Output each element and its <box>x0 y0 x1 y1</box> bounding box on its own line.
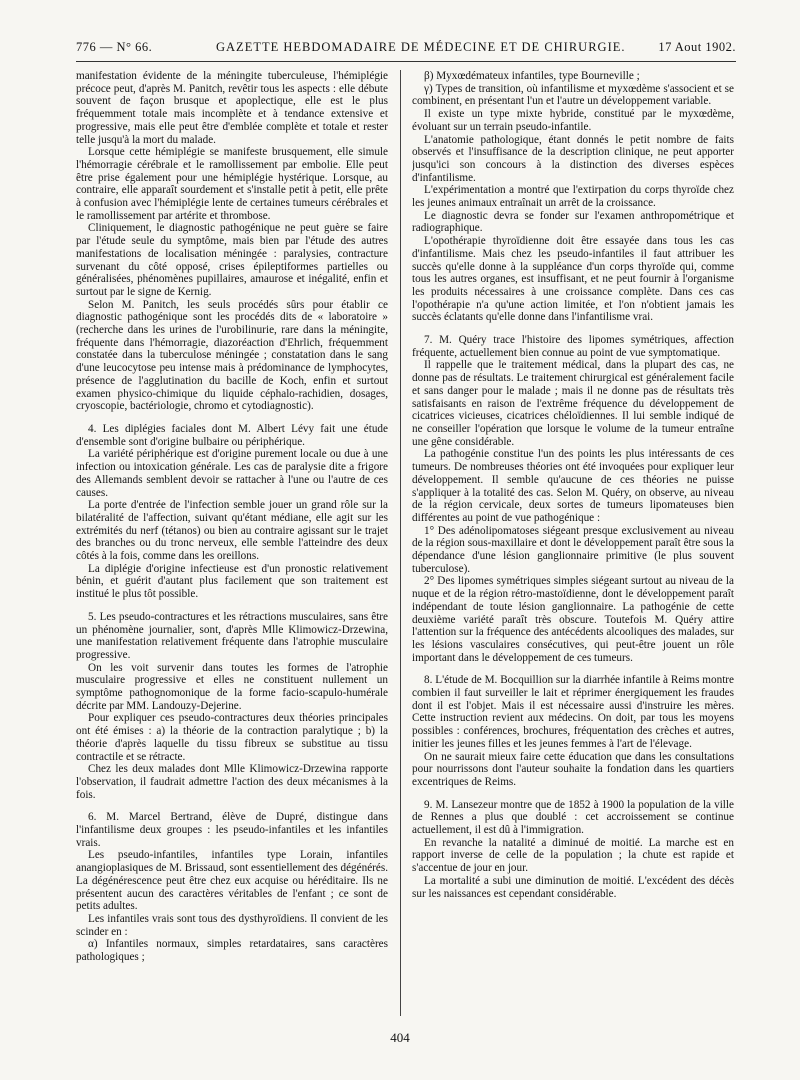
paragraph: La diplégie d'origine infectieuse est d'un pronostic relativement bénin, et guérit d'autant plus facilement que son traitement est institué le plus tôt possible. <box>76 562 388 601</box>
paragraph: Les infantiles vrais sont tous des dysthyroïdiens. Il convient de les scinder en : <box>76 913 388 938</box>
paragraph: Chez les deux malades dont Mlle Klimowicz-Drzewina rapporte l'observation, il faudrait admettre l'action des deux mécanismes à la fois. <box>76 763 388 801</box>
paragraph: Lorsque cette hémiplégie se manifeste brusquement, elle simule l'hémorragie cérébrale et le ramollissement par embolie. Elle peut être prise également pour une hémiplégie hystérique. Lorsque, au contraire, elle apparaît sourdement et s'installe petit à petit, elle prête à confusion avec l'hémiplégie lente de certaines tumeurs cérébrales et le ramollissement par artérite et thrombose. <box>76 146 388 222</box>
paragraph: La pathogénie constitue l'un des points les plus intéressants de ces tumeurs. De nombreuses théories ont été invoquées pour expliquer leur développement. Il semble qu'aucune de ces théories ne puisse s'appliquer à la totalité des cas. Selon M. Quéry, on observe, au niveau de la région cervicale, deux sortes de tumeurs lipomateuses bien différentes au point de vue pathogénique : <box>412 448 734 524</box>
page-number: 404 <box>390 1030 410 1045</box>
paragraph: Selon M. Panitch, les seuls procédés sûrs pour établir ce diagnostic pathogénique sont les procédés dits de « laboratoire » (recherche dans les urines de l'urobilinurie, rare dans la méningite, fréquente dans l'hémorragie, diazoréaction d'Ehrlich, fréquemment constatée dans la tuberculose méningée ; constatation dans le sang d'une leucocytose peu intense mais à prédominance de lymphocytes, présence de l'agglutination du bacille de Koch, enfin et surtout examen physico-chimique du liquide céphalo-rachidien, dosages, cryoscopie, bactériologie, chromo et cytodiagnostic). <box>76 298 388 413</box>
paragraph: α) Infantiles normaux, simples retardataires, sans caractères pathologiques ; <box>76 938 388 964</box>
paragraph: Pour expliquer ces pseudo-contractures deux théories principales ont été émises : a) la théorie de la contraction paralytique ; b) la théorie d'après laquelle du tissu fibreux se substitue au tissu contractile et se rétracte. <box>76 712 388 763</box>
paragraph: 2° Des lipomes symétriques simples siégeant surtout au niveau de la nuque et de la région rétro-mastoïdienne, dont le développement paraît indépendant de toute lésion ganglionnaire. La pathogénie de cette deuxième variété paraît très obscure. Toutefois M. Quéry attire l'attention sur la fréquence des antécédents alcooliques des malades, sur les lésions vasculaires consécutives, qui peut-être jouent un rôle important dans le développement de ces tumeurs. <box>412 575 734 664</box>
section-paragraph: 6. M. Marcel Bertrand, élève de Dupré, distingue dans l'infantilisme deux groupes : les pseudo-infantiles et les infantiles vrais. <box>76 811 388 849</box>
paragraph: Le diagnostic devra se fonder sur l'examen anthropométrique et radiographique. <box>412 209 734 235</box>
paragraph: On les voit survenir dans toutes les formes de l'atrophie musculaire progressive et elles ne constituent nullement un symptôme pathognomonique de la forme facio-scapulo-humérale décrite par MM. Landouzy-Dejerine. <box>76 661 388 712</box>
paragraph: manifestation évidente de la méningite tuberculeuse, l'hémiplégie précoce peut, d'après M. Panitch, revêtir tous les aspects : elle débute souvent de façon brusque et apoplectique, elle est le plus fréquemment totale mais incomplète et à tendance extensive et progressive, mais elle peut être d'emblée complète et totale et rester telle jusqu'à la mort du malade. <box>76 70 388 146</box>
paragraph: L'anatomie pathologique, étant donnés le petit nombre de faits observés et l'insuffisance de la description clinique, ne peut apporter jusqu'ici son concours à la distinction des diverses espèces d'infantilisme. <box>412 133 734 184</box>
paragraph: Les pseudo-infantiles, infantiles type Lorain, infantiles anangioplasiques de M. Brissaud, sont essentiellement des dégénérés. La dégénérescence peut être chez eux acquise ou héréditaire. Ils ne présentent aucun des caractères véritables de l'enfant ; ce sont de petits adultes. <box>76 849 388 913</box>
paragraph: On ne saurait mieux faire cette éducation que dans les consultations pour nourrissons dont l'auteur souhaite la fondation dans les quartiers excentriques de Reims. <box>412 750 734 788</box>
issue-date: 17 Aout 1902. <box>658 40 736 54</box>
section-paragraph: 9. M. Lansezeur montre que de 1852 à 1900 la population de la ville de Rennes a plus que doublé : cet accroissement se continue actuellement, il est dû à l'immigration. <box>412 798 734 837</box>
section-paragraph: 5. Les pseudo-contractures et les rétractions musculaires, sans être un phénomène journalier, sont, d'après Mlle Klimowicz-Drzewina, une manifestation relativement fréquente dans l'atrophie musculaire progressive. <box>76 610 388 661</box>
issue-number: 776 — N° 66. <box>76 40 153 54</box>
right-column <box>412 70 734 1030</box>
running-header <box>76 38 736 62</box>
paragraph: γ) Types de transition, où infantilisme et myxœdème s'associent et se combinent, en présentant l'un et l'autre un développement variable. <box>412 82 734 108</box>
paragraph: L'expérimentation a montré que l'extirpation du corps thyroïde chez les jeunes animaux entraînait un arrêt de la croissance. <box>412 184 734 210</box>
paragraph: Cliniquement, le diagnostic pathogénique ne peut guère se faire par l'étude seule du symptôme, mais bien par l'étude des autres manifestations de localisation méningée : paralysies, contracture survenant du côté opposé, crises épileptiformes partielles ou généralisées, phénomènes pupillaires, amaurose et inégalité, enfin et surtout par le signe de Kernig. <box>76 222 388 298</box>
section-paragraph: 8. L'étude de M. Bocquillion sur la diarrhée infantile à Reims montre combien il faut surveiller le lait et réprimer énergiquement les fraudes dont il est l'objet. Mais il est nécessaire aussi d'instruire les mères. Cette instruction revient aux médecins. On doit, par tous les moyens possibles : conférences, brochures, fréquentation des crèches et autres, initier les jeunes filles et les jeunes femmes à l'art de l'élevage. <box>412 674 734 750</box>
section-paragraph: 4. Les diplégies faciales dont M. Albert Lévy fait une étude d'ensemble sont d'origine bulbaire ou périphérique. <box>76 422 388 448</box>
paragraph: En revanche la natalité a diminué de moitié. La marche est en rapport inverse de celle de la population ; la chute est rapide et s'accentue de jour en jour. <box>412 836 734 875</box>
paragraph: β) Myxœdémateux infantiles, type Bourneville ; <box>424 70 640 82</box>
paragraph: La porte d'entrée de l'infection semble jouer un grand rôle sur la bilatéralité de l'affection, suivant qu'étant médiane, elle agit sur les extrémités du nerf (tétanos) ou bien au contraire agissant sur le trajet des branches ou du tronc nerveux, elle semble l'atteindre des deux côtés à la fois, comme dans les oreillons. <box>76 499 388 563</box>
paragraph: La mortalité a subi une diminution de moitié. L'excédent des décès sur les naissances est cependant considérable. <box>412 874 734 900</box>
paragraph: L'opothérapie thyroïdienne doit être essayée dans tous les cas d'infantilisme. Mais chez les pseudo-infantiles il faut attribuer les succès qu'elle donne à la suppléance d'un corps thyroïde qui, comme tous les autres organes, est insuffisant, et ne peut fournir à l'organisme les produits nécessaires à une croissance complète. Dans ces cas l'opothérapie n'a qu'une action limitée, et l'on n'obtient jamais les succès éclatants qu'elle donne dans l'infantilisme vrai. <box>412 235 734 324</box>
paragraph: Il rappelle que le traitement médical, dans la plupart des cas, ne donne pas de résultats. Le traitement chirurgical est généralement facile et sans danger pour le malade ; mais il ne donne pas de résultats très satisfaisants en raison de l'extrême fréquence du développement de cicatrices vicieuses, cicatrices chéloïdiennes. Il lui semble indiqué de ne conseiller l'opération que lorsque le volume de la tumeur entraîne une gêne considérable. <box>412 359 734 448</box>
section-paragraph: 7. M. Quéry trace l'histoire des lipomes symétriques, affection fréquente, actuellement bien connue au point de vue symptomatique. <box>412 334 734 359</box>
column-divider <box>400 70 401 1016</box>
paragraph: La variété périphérique est d'origine purement locale ou due à une infection ou intoxication générale. Les cas de paralysie dite a frigore des Allemands semblent devoir se rattacher à l'une ou l'autre de ces causes. <box>76 448 388 499</box>
left-column <box>76 70 388 1030</box>
paragraph: Il existe un type mixte hybride, constitué par le myxœdème, évoluant sur un terrain pseudo-infantile. <box>412 108 734 133</box>
journal-title: GAZETTE HEBDOMADAIRE DE MÉDECINE ET DE CHIRURGIE. <box>216 40 626 54</box>
paragraph: 1° Des adénolipomatoses siégeant presque exclusivement au niveau de la région sous-maxillaire et dont le développement paraît être sous la dépendance d'une lésion ganglionnaire primitive (le plus souvent tuberculose). <box>412 524 734 575</box>
